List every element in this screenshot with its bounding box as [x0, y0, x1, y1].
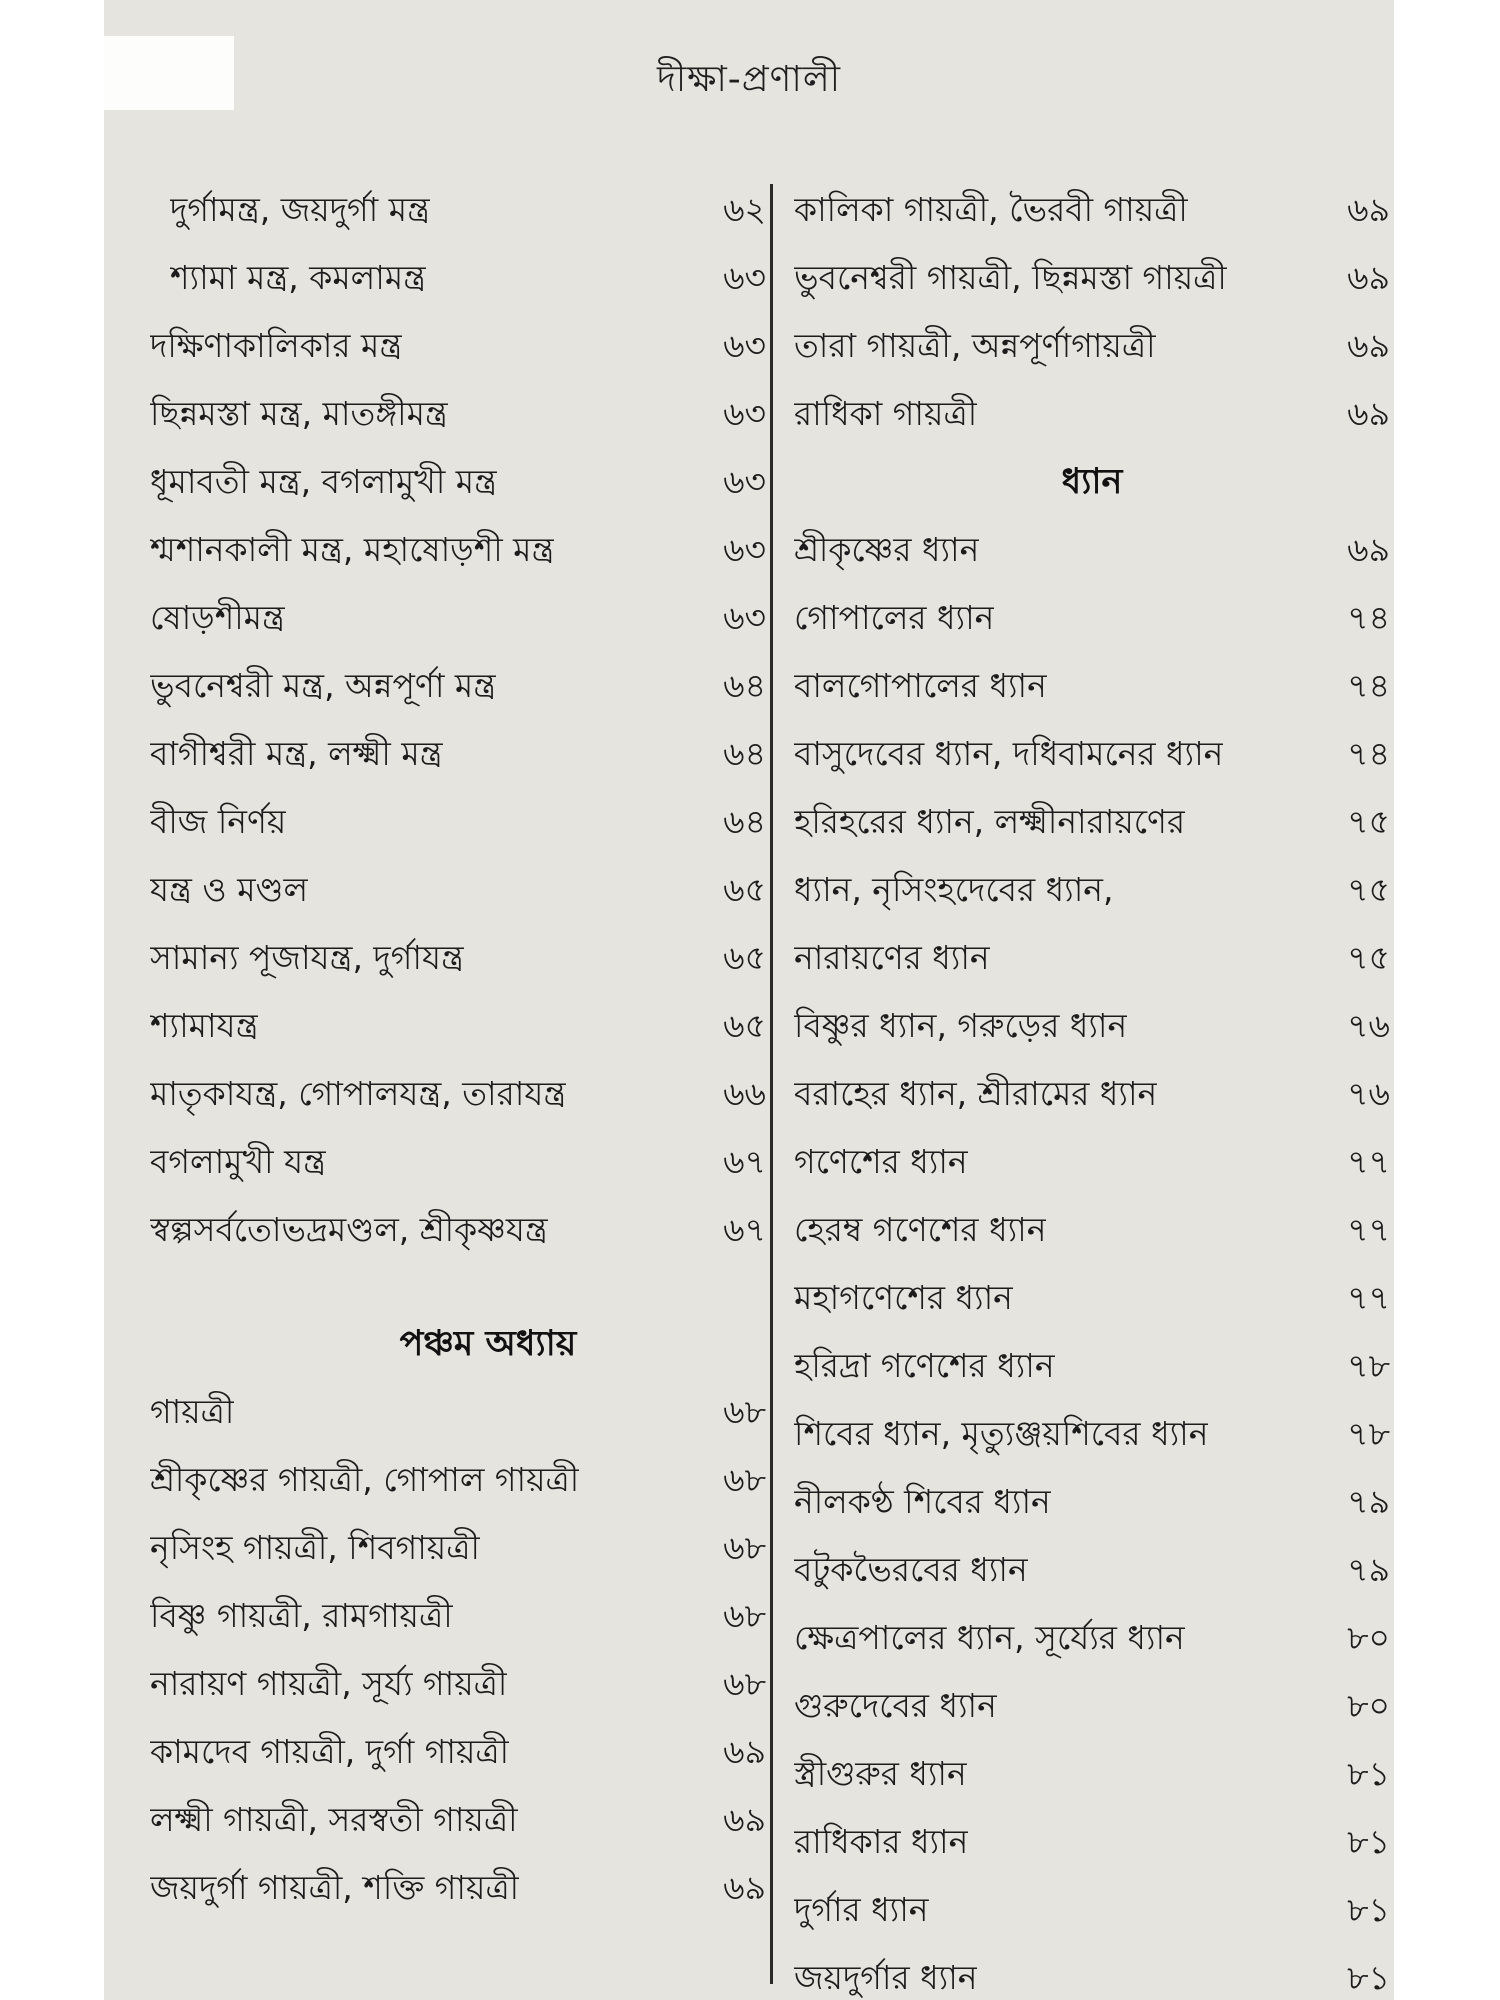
toc-entry	[150, 924, 766, 992]
toc-entry-page: ৭৭	[1347, 1278, 1390, 1317]
toc-entry	[794, 244, 1390, 312]
toc-entry	[794, 992, 1390, 1060]
toc-entry-page: ৬৮	[723, 1460, 766, 1499]
toc-entry-page: ৬৮	[723, 1596, 766, 1635]
toc-entry	[150, 1650, 766, 1718]
column-divider	[770, 184, 773, 1984]
running-head: দীক্ষা-প্রণালী	[656, 59, 841, 100]
toc-entry	[794, 924, 1390, 992]
toc-entry-page: ৭৫	[1347, 802, 1390, 841]
toc-entry	[794, 788, 1390, 856]
section-gap	[150, 1264, 766, 1310]
toc-entry-title: রাধিকা গায়ত্রী	[794, 394, 978, 433]
toc-entry	[794, 1808, 1390, 1876]
left-entries-bottom	[150, 1378, 766, 1922]
toc-entry-page: ৬৩	[723, 530, 766, 569]
toc-entry	[794, 1944, 1390, 2000]
toc-entry	[150, 1446, 766, 1514]
toc-entry-title: বালগোপালের ধ্যান	[794, 666, 1047, 705]
section-heading-dhyan: ধ্যান	[1061, 462, 1123, 502]
toc-entry	[150, 244, 766, 312]
toc-entry-page: ৬৫	[723, 1006, 766, 1045]
toc-entry-title: দুর্গার ধ্যান	[794, 1890, 929, 1929]
toc-entry-page: ৭৬	[1347, 1006, 1390, 1045]
toc-entry	[150, 1718, 766, 1786]
toc-entry-title: বাগীশ্বরী মন্ত্র, লক্ষ্মী মন্ত্র	[150, 734, 443, 773]
toc-entry	[794, 1264, 1390, 1332]
toc-entry-title: বরাহের ধ্যান, শ্রীরামের ধ্যান	[794, 1074, 1158, 1113]
toc-entry	[150, 1196, 766, 1264]
toc-entry-page: ৬৯	[1347, 530, 1390, 569]
toc-entry-title: মহাগণেশের ধ্যান	[794, 1278, 1013, 1317]
toc-entry-title: কালিকা গায়ত্রী, ভৈরবী গায়ত্রী	[794, 190, 1188, 229]
toc-entry-title: শ্রীকৃষ্ণের ধ্যান	[794, 530, 980, 569]
toc-entry	[150, 584, 766, 652]
toc-entry-title: নারায়ণ গায়ত্রী, সূর্য্য গায়ত্রী	[150, 1664, 508, 1703]
toc-entry-page: ৬৯	[1347, 258, 1390, 297]
toc-entry	[794, 312, 1390, 380]
toc-entry-title: লক্ষ্মী গায়ত্রী, সরস্বতী গায়ত্রী	[150, 1800, 518, 1839]
book-page	[104, 0, 1394, 2000]
toc-entry	[794, 1128, 1390, 1196]
toc-entry	[794, 1060, 1390, 1128]
toc-entry	[150, 1854, 766, 1922]
toc-entry-title: শ্যামাযন্ত্র	[150, 1006, 259, 1045]
right-column	[794, 176, 1390, 2000]
toc-entry-title: দুর্গামন্ত্র, জয়দুর্গা মন্ত্র	[170, 190, 430, 229]
toc-entry-page: ৬৩	[723, 326, 766, 365]
toc-entry-page: ৬৩	[723, 258, 766, 297]
toc-entry-title: হেরম্ব গণেশের ধ্যান	[794, 1210, 1047, 1249]
toc-entry	[794, 1400, 1390, 1468]
toc-entry-page: ৭৭	[1347, 1142, 1390, 1181]
toc-entry-page: ৬৮	[723, 1664, 766, 1703]
toc-entry-page: ৬৭	[723, 1210, 766, 1249]
toc-entry	[794, 176, 1390, 244]
toc-entry-page: ৬৪	[723, 802, 766, 841]
toc-entry-page: ৬২	[723, 190, 766, 229]
toc-entry-title: গোপালের ধ্যান	[794, 598, 995, 637]
toc-entry-title: কামদেব গায়ত্রী, দুর্গা গায়ত্রী	[150, 1732, 510, 1771]
toc-entry-title: ভুবনেশ্বরী গায়ত্রী, ছিন্নমস্তা গায়ত্রী	[794, 258, 1227, 297]
toc-entry-page: ৭৯	[1347, 1482, 1390, 1521]
toc-entry	[150, 380, 766, 448]
toc-entry-title: ধ্যান, নৃসিংহদেবের ধ্যান,	[794, 870, 1114, 909]
toc-entry-page: ৭৭	[1347, 1210, 1390, 1249]
toc-entry-title: যন্ত্র ও মণ্ডল	[150, 870, 309, 909]
toc-entry	[794, 652, 1390, 720]
toc-entry-page: ৬৯	[723, 1732, 766, 1771]
toc-entry-title: হরিহরের ধ্যান, লক্ষ্মীনারায়ণের	[794, 802, 1186, 841]
toc-entry-page: ৭৯	[1347, 1550, 1390, 1589]
toc-entry-title: দক্ষিণাকালিকার মন্ত্র	[150, 326, 403, 365]
toc-entry-page: ৭৪	[1347, 598, 1390, 637]
toc-entry-page: ৮০	[1347, 1686, 1390, 1725]
toc-entry-title: নীলকণ্ঠ শিবের ধ্যান	[794, 1482, 1051, 1521]
toc-entry-title: শ্রীকৃষ্ণের গায়ত্রী, গোপাল গায়ত্রী	[150, 1460, 580, 1499]
toc-entry-page: ৬৯	[1347, 326, 1390, 365]
toc-entry-page: ৬৭	[723, 1142, 766, 1181]
left-column	[150, 176, 766, 1922]
toc-entry-page: ৬৪	[723, 734, 766, 773]
toc-entry-title: ধূমাবতী মন্ত্র, বগলামুখী মন্ত্র	[150, 462, 497, 501]
left-entries-top	[150, 176, 766, 1264]
toc-entry	[150, 856, 766, 924]
toc-entry	[150, 448, 766, 516]
toc-entry-title: সামান্য পূজাযন্ত্র, দুর্গাযন্ত্র	[150, 938, 464, 977]
toc-entry-page: ৭৬	[1347, 1074, 1390, 1113]
right-entries-bottom	[794, 516, 1390, 2000]
toc-entry	[794, 1332, 1390, 1400]
toc-entry	[150, 1514, 766, 1582]
toc-entry-title: বাসুদেবের ধ্যান, দধিবামনের ধ্যান	[794, 734, 1224, 773]
toc-entry	[150, 720, 766, 788]
toc-entry-title: স্বল্পসর্বতোভদ্রমণ্ডল, শ্রীকৃষ্ণযন্ত্র	[150, 1210, 548, 1249]
toc-entry	[150, 788, 766, 856]
toc-entry	[150, 1060, 766, 1128]
section-heading-panchama-adhyay: পঞ্চম অধ্যায়	[399, 1324, 577, 1364]
toc-entry-page: ৭৪	[1347, 666, 1390, 705]
toc-entry-page: ৮১	[1347, 1958, 1390, 1997]
toc-entry-title: গায়ত্রী	[150, 1392, 235, 1431]
toc-entry	[794, 720, 1390, 788]
toc-entry-title: নৃসিংহ গায়ত্রী, শিবগায়ত্রী	[150, 1528, 480, 1567]
toc-entry	[150, 652, 766, 720]
toc-entry	[150, 1582, 766, 1650]
toc-entry-page: ৬৩	[723, 462, 766, 501]
toc-entry-title: মাতৃকাযন্ত্র, গোপালযন্ত্র, তারাযন্ত্র	[150, 1074, 567, 1113]
toc-entry-title: জয়দুর্গার ধ্যান	[794, 1958, 978, 1997]
toc-entry	[150, 1128, 766, 1196]
toc-entry-page: ৬৯	[1347, 394, 1390, 433]
toc-entry-page: ৬৮	[723, 1392, 766, 1431]
toc-entry-page: ৭৮	[1347, 1346, 1390, 1385]
toc-entry	[150, 516, 766, 584]
toc-entry-page: ৬৯	[723, 1868, 766, 1907]
toc-entry-title: হরিদ্রা গণেশের ধ্যান	[794, 1346, 1055, 1385]
toc-entry-title: বিষ্ণুর ধ্যান, গরুড়ের ধ্যান	[794, 1006, 1128, 1045]
toc-entry-page: ৬৬	[723, 1074, 766, 1113]
toc-entry-title: রাধিকার ধ্যান	[794, 1822, 969, 1861]
toc-entry-title: নারায়ণের ধ্যান	[794, 938, 990, 977]
toc-entry-title: গণেশের ধ্যান	[794, 1142, 968, 1181]
toc-entry-page: ৮০	[1347, 1618, 1390, 1657]
toc-entry-page: ৭৫	[1347, 938, 1390, 977]
toc-entry-page: ৬৯	[1347, 190, 1390, 229]
toc-entry-page: ৭৮	[1347, 1414, 1390, 1453]
toc-entry-page: ৮১	[1347, 1822, 1390, 1861]
toc-entry	[794, 584, 1390, 652]
toc-entry	[150, 992, 766, 1060]
toc-entry-page: ৮১	[1347, 1754, 1390, 1793]
toc-entry	[794, 1196, 1390, 1264]
toc-entry	[794, 856, 1390, 924]
toc-entry	[794, 1740, 1390, 1808]
toc-entry-title: ছিন্নমস্তা মন্ত্র, মাতঙ্গীমন্ত্র	[150, 394, 448, 433]
toc-entry-title: ভুবনেশ্বরী মন্ত্র, অন্নপূর্ণা মন্ত্র	[150, 666, 497, 705]
toc-entry	[794, 516, 1390, 584]
toc-entry-title: তারা গায়ত্রী, অন্নপূর্ণাগায়ত্রী	[794, 326, 1156, 365]
toc-entry-page: ৬৮	[723, 1528, 766, 1567]
toc-entry-page: ৬৯	[723, 1800, 766, 1839]
right-entries-top	[794, 176, 1390, 448]
toc-entry	[794, 1604, 1390, 1672]
toc-entry-title: গুরুদেবের ধ্যান	[794, 1686, 997, 1725]
toc-entry-title: ষোড়শীমন্ত্র	[150, 598, 285, 637]
toc-entry-page: ৬৩	[723, 394, 766, 433]
toc-entry-title: বটুকভৈরবের ধ্যান	[794, 1550, 1028, 1589]
toc-entry	[794, 380, 1390, 448]
toc-entry-title: শ্যামা মন্ত্র, কমলামন্ত্র	[170, 258, 427, 297]
toc-entry	[150, 1786, 766, 1854]
toc-entry-title: শিবের ধ্যান, মৃত্যুঞ্জয়শিবের ধ্যান	[794, 1414, 1209, 1453]
toc-entry	[794, 1876, 1390, 1944]
toc-entry-title: বগলামুখী যন্ত্র	[150, 1142, 327, 1181]
toc-entry-page: ৭৪	[1347, 734, 1390, 773]
toc-entry-page: ৬৫	[723, 938, 766, 977]
toc-entry	[794, 1468, 1390, 1536]
toc-entry-title: শ্মশানকালী মন্ত্র, মহাষোড়শী মন্ত্র	[150, 530, 555, 569]
toc-entry	[150, 176, 766, 244]
toc-entry-title: স্ত্রীগুরুর ধ্যান	[794, 1754, 967, 1793]
toc-entry	[150, 1378, 766, 1446]
toc-entry	[794, 1672, 1390, 1740]
toc-entry	[794, 1536, 1390, 1604]
toc-entry-title: বিষ্ণু গায়ত্রী, রামগায়ত্রী	[150, 1596, 453, 1635]
toc-entry-page: ৬৪	[723, 666, 766, 705]
toc-entry-page: ৭৫	[1347, 870, 1390, 909]
toc-entry-title: জয়দুর্গা গায়ত্রী, শক্তি গায়ত্রী	[150, 1868, 520, 1907]
toc-entry-page: ৬৫	[723, 870, 766, 909]
toc-entry	[150, 312, 766, 380]
toc-entry-title: ক্ষেত্রপালের ধ্যান, সূর্য্যের ধ্যান	[794, 1618, 1185, 1657]
toc-entry-title: বীজ নির্ণয়	[150, 802, 287, 841]
toc-entry-page: ৮১	[1347, 1890, 1390, 1929]
toc-entry-page: ৬৩	[723, 598, 766, 637]
